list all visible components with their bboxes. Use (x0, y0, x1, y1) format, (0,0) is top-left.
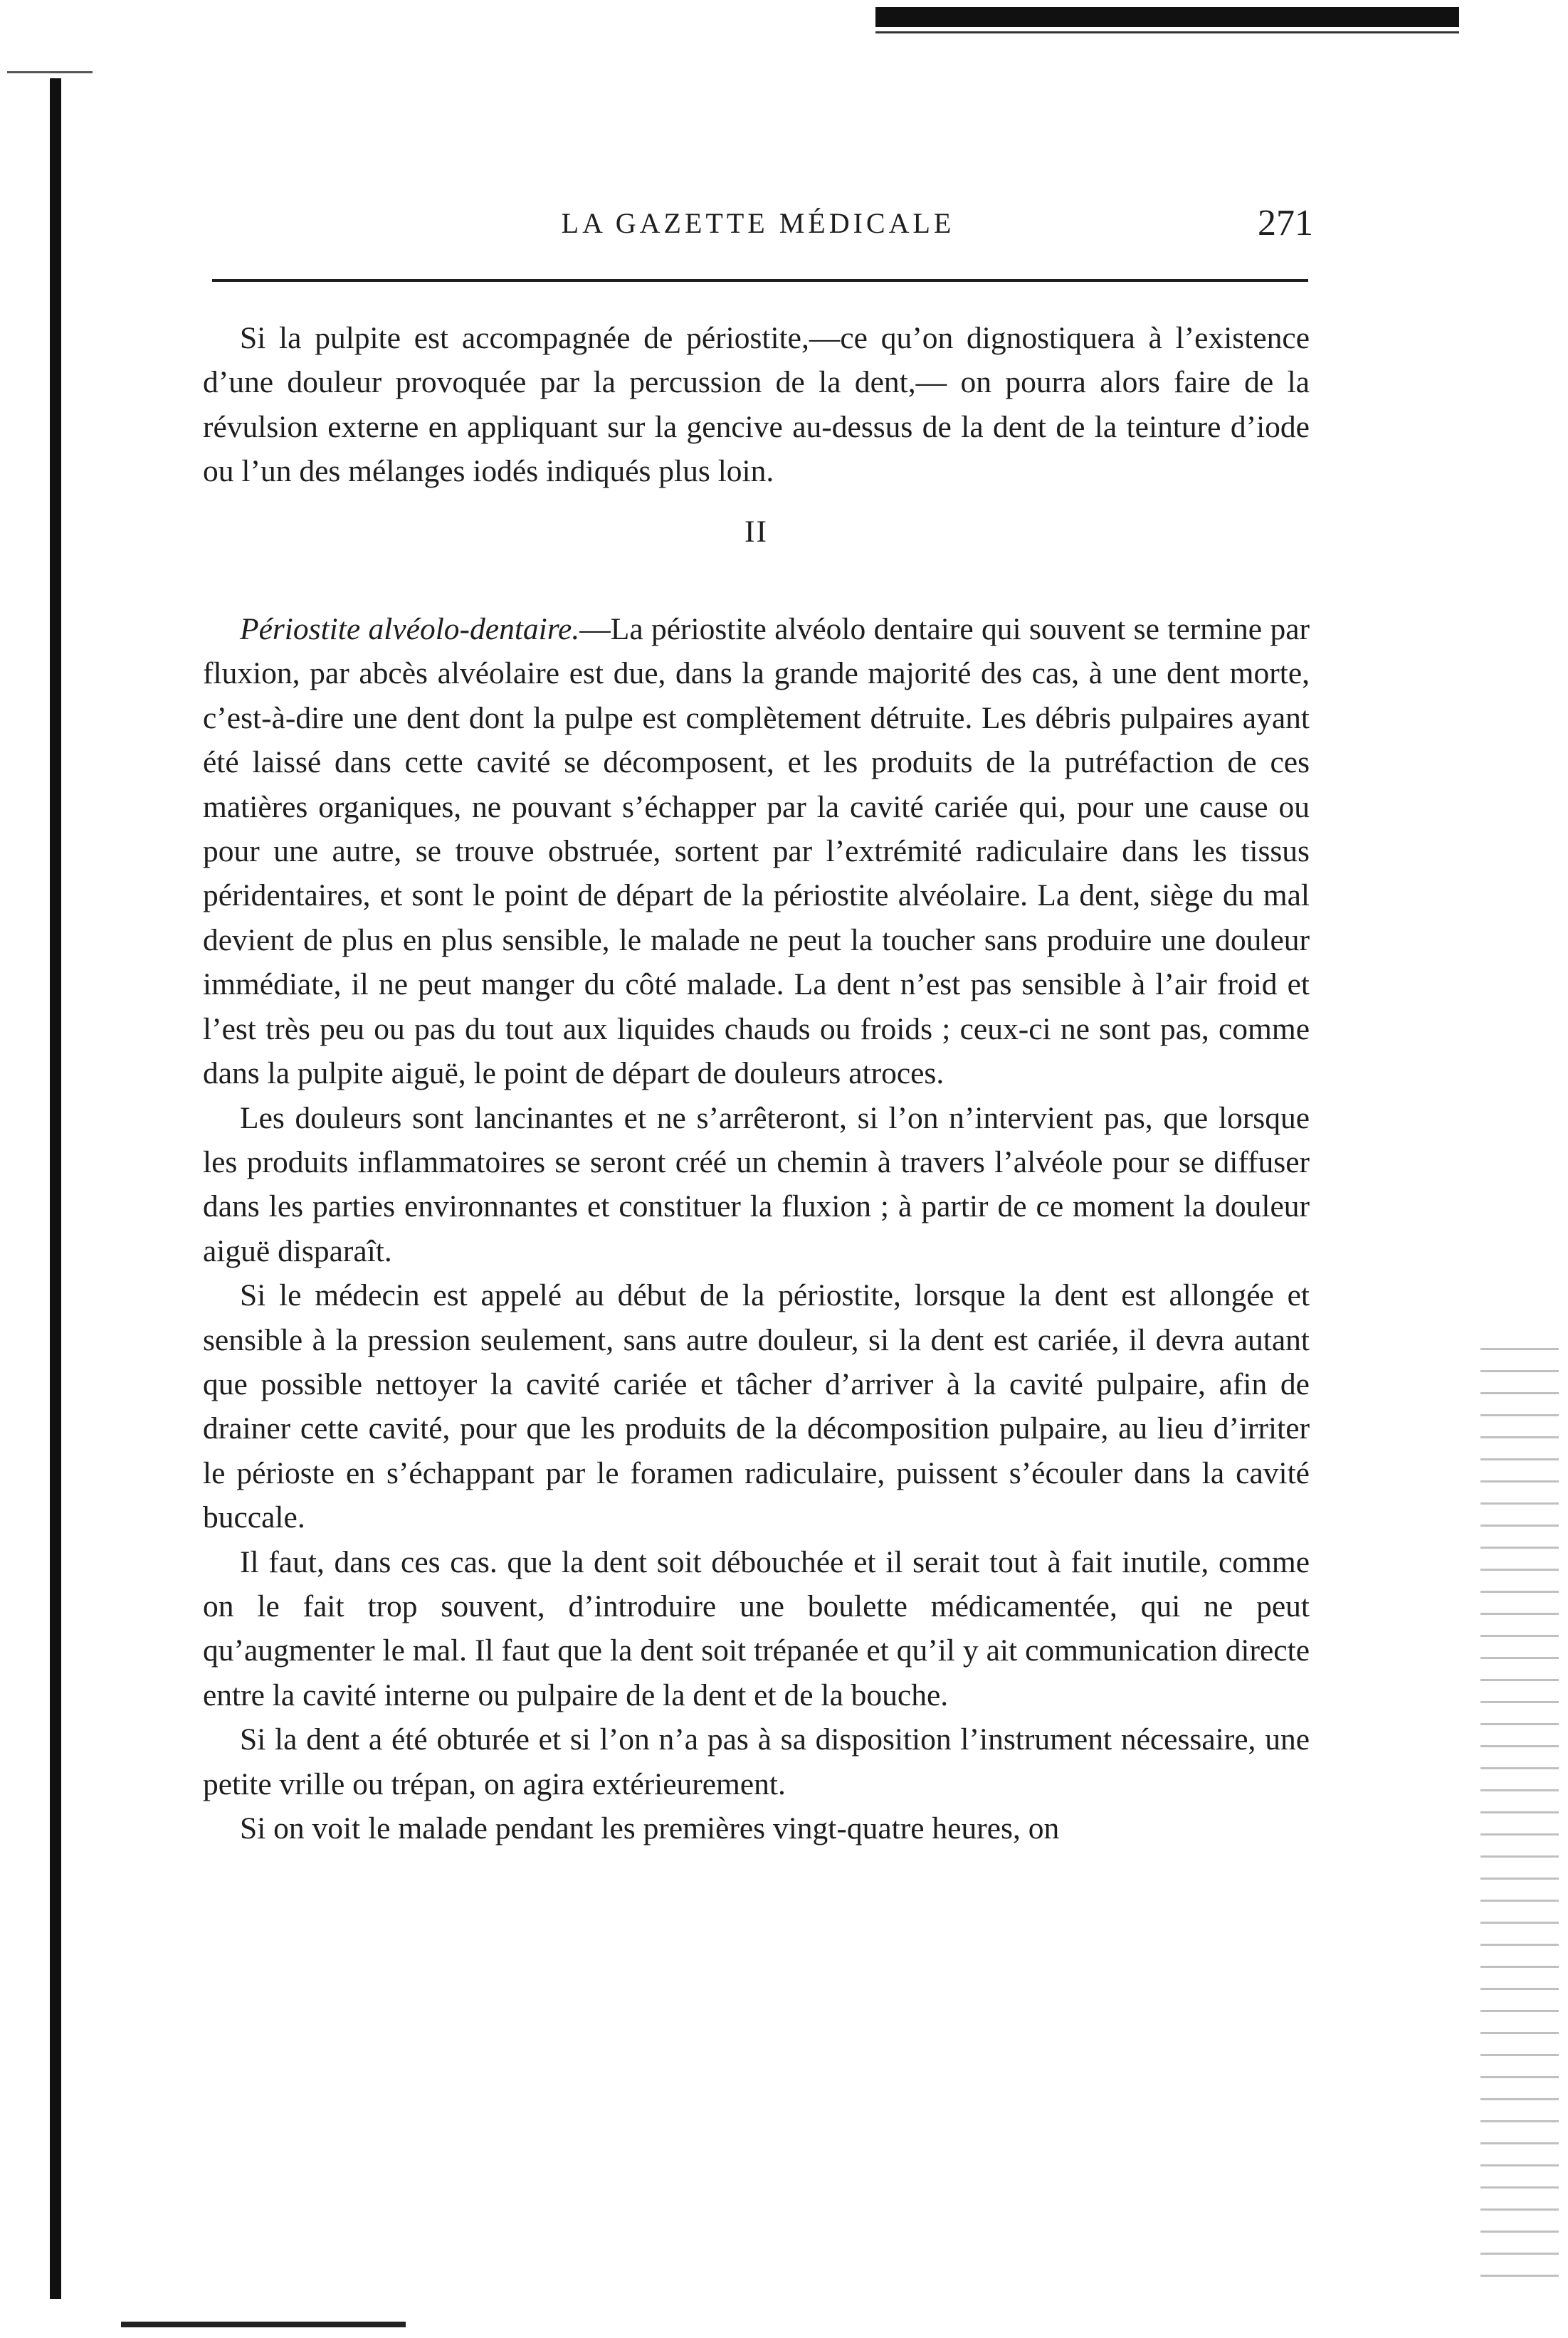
running-title: LA GAZETTE MÉDICALE (561, 207, 955, 239)
scan-edge-shadow-top (875, 7, 1459, 27)
scan-edge-tick-left (7, 71, 93, 73)
scan-edge-shadow-bottom (121, 2322, 406, 2327)
paragraph-periostite-alveolo-dentaire (203, 607, 1310, 1095)
article-body (203, 316, 1310, 1850)
page-header (203, 203, 1313, 256)
section-heading-italic: Périostite alvéolo-dentaire. (240, 612, 580, 647)
paragraph-premieres-heures: Si on voit le malade pendant les premières vingt-quatre heures, on (240, 1811, 1060, 1845)
scan-noise-right (1480, 1338, 1559, 2292)
paragraph-pulpite-periostite: Si la pulpite est accompagnée de périostite,—ce qu’on dignostiquera à l’existence d’une douleur provoquée par la percussion de la dent,— on pourra alors faire de la révulsion externe en appliquant sur la gencive au-dessus de la dent de la teinture d’iode ou l’un des mélanges iodés indiqués plus loin. (203, 321, 1310, 489)
paragraph-periostite-text: —La périostite alvéolo dentaire qui souvent se termine par fluxion, par abcès alvéolaire est due, dans la grande majorité des cas, à une dent morte, c’est-à-dire une dent dont la pulpe est complètement détruite. Les débris pulpaires ayant été laissé dans cette cavité se décomposent, et les produits de la putréfaction de ces matières organiques, ne pouvant s’échapper par la cavité cariée qui, pour une cause ou pour une autre, se trouve obstruée, sortent par l’extrémité radiculaire dans les tissus péridentaires, et sont le point de départ de la périostite alvéolaire. La dent, siège du mal devient de plus en plus sensible, le malade ne peut la toucher sans produire une douleur immédiate, il ne peut manger du côté malade. La dent n’est pas sensible à l’air froid et l’est très peu ou pas du tout aux liquides chauds ou froids ; ceux-ci ne sont pas, comme dans la pulpite aiguë, le point de départ de douleurs atroces. (203, 612, 1310, 1091)
paragraph-dent-debouchee: Il faut, dans ces cas. que la dent soit débouchée et il serait tout à fait inutile, comme on le fait trop souvent, d’introduire une boulette médicamentée, qui ne peut qu’augmenter le mal. Il faut que la dent soit trépanée et qu’il y ait communication directe entre la cavité interne ou pulpaire de la dent et de la bouche. (203, 1544, 1310, 1712)
paragraph-medecin: Si le médecin est appelé au début de la périostite, lorsque la dent est allongée et sensible à la pression seulement, sans autre douleur, si la dent est cariée, il devra autant que possible nettoyer la cavité cariée et tâcher d’arriver à la cavité pulpaire, afin de drainer cette cavité, pour que les produits de la décomposition pulpaire, au lieu d’irriter le périoste en s’échappant par le foramen radiculaire, puissent s’écouler dans la cavité buccale. (203, 1278, 1310, 1535)
paragraph-dent-obturee: Si la dent a été obturée et si l’on n’a pas à sa disposition l’instrument nécessaire, une petite vrille ou trépan, on agira extérieurement. (203, 1722, 1310, 1801)
section-numeral: II (744, 514, 768, 549)
paragraph-douleurs: Les douleurs sont lancinantes et ne s’arrêteront, si l’on n’intervient pas, que lorsque les produits inflammatoires se seront créé un chemin à travers l’alvéole pour se diffuser dans les parties environnantes et constituer la fluxion ; à partir de ce moment la douleur aiguë disparaît. (203, 1100, 1310, 1268)
header-rule (212, 279, 1308, 282)
page-number: 271 (1258, 203, 1313, 243)
scan-edge-line-top (875, 31, 1459, 33)
scan-edge-shadow-left (50, 78, 61, 2299)
